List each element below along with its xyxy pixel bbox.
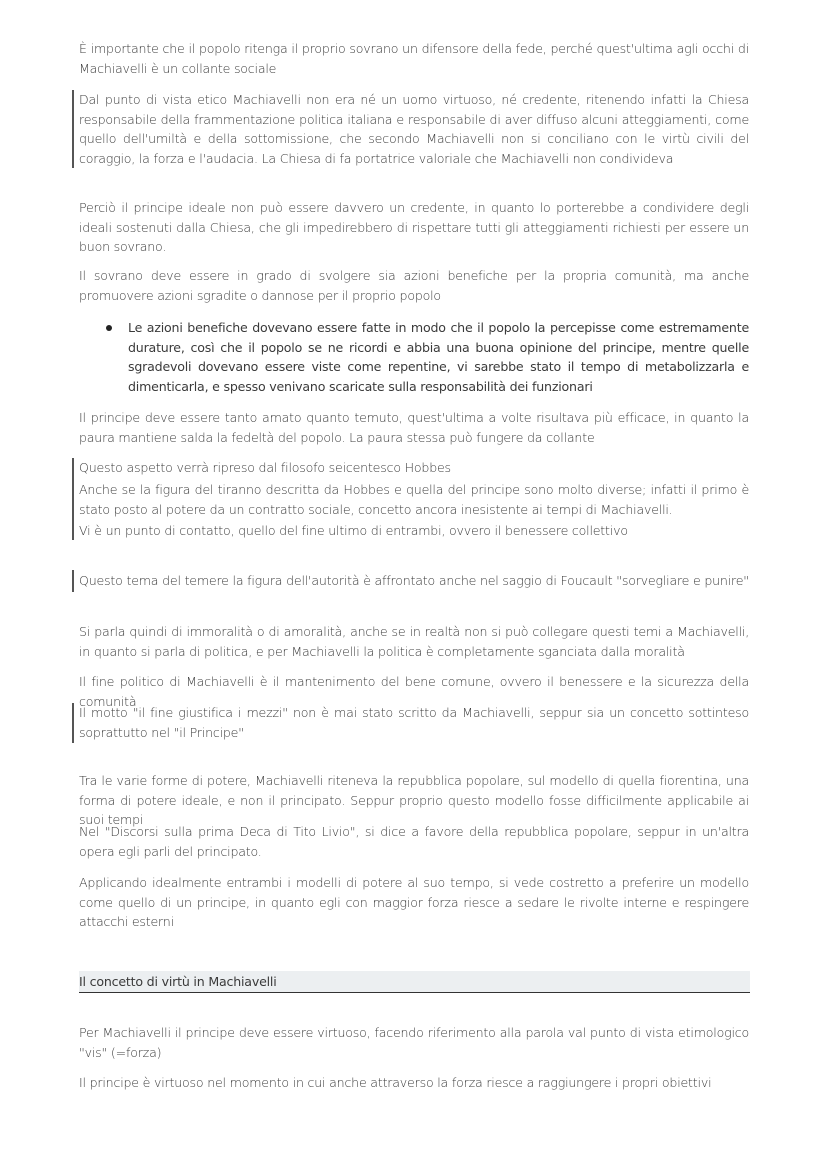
paragraph: Nel "Discorsi sulla prima Deca di Tito Livio", si dice a favore della repubblica popolare, seppur in un'altra opera egli parli del principato.: [79, 824, 749, 859]
paragraph: Il motto "il fine giustifica i mezzi" non è mai stato scritto da Machiavelli, seppur sia un concetto sottinteso soprattutto nel "il Principe": [79, 705, 749, 740]
paragraph: Perciò il principe ideale non può essere davvero un credente, in quanto lo porterebbe a condividere degli ideali sostenuti dalla Chiesa, che gli impedirebbero di rispettare tutti gli atteggiamenti richiesti per essere un buon sovrano.: [79, 200, 749, 255]
paragraph: Il principe è virtuoso nel momento in cui anche attraverso la forza riesce a raggiungere i propri obiettivi: [79, 1075, 712, 1090]
paragraph: Questo aspetto verrà ripreso dal filosofo seicentesco Hobbes: [79, 460, 451, 475]
paragraph: Il sovrano deve essere in grado di svolgere sia azioni benefiche per la propria comunità, ma anche promuovere azioni sgradite o dannose per il proprio popolo: [79, 268, 749, 303]
paragraph: Per Machiavelli il principe deve essere virtuoso, facendo riferimento alla parola val punto di vista etimologico "vis" (=forza): [79, 1025, 749, 1060]
paragraph: Tra le varie forme di potere, Machiavelli riteneva la repubblica popolare, sul modello di quella fiorentina, una forma di potere ideale, e non il principato. Seppur proprio questo modello fosse difficilmente applicabile ai suoi tempi: [79, 773, 749, 828]
list-item: [79, 318, 749, 396]
paragraph: Il fine politico di Machiavelli è il mantenimento del bene comune, ovvero il benessere e la sicurezza della comunità: [79, 674, 749, 709]
paragraph: Si parla quindi di immoralità o di amoralità, anche se in realtà non si può collegare questi temi a Machiavelli, in quanto si parla di politica, e per Machiavelli la politica è completamente sganciata dalla moralità: [79, 624, 749, 659]
quote-bar: [72, 90, 74, 168]
paragraph: È importante che il popolo ritenga il proprio sovrano un difensore della fede, perché quest'ultima agli occhi di Machiavelli è un collante sociale: [79, 41, 749, 76]
paragraph: Anche se la figura del tiranno descritta da Hobbes e quella del principe sono molto diverse; infatti il primo è stato posto al potere da un contratto sociale, concetto ancora inesistente ai tempi di Machiavelli.: [79, 482, 749, 517]
section-heading: Il concetto di virtù in Machiavelli: [79, 971, 750, 993]
paragraph: Vi è un punto di contatto, quello del fine ultimo di entrambi, ovvero il benessere collettivo: [79, 523, 628, 538]
list-item-text: Le azioni benefiche dovevano essere fatte in modo che il popolo la percepisse come estremamente durature, così che il popolo se ne ricordi e abbia una buona opinione del principe, mentre quelle sgradevoli dovevano essere viste come repentine, vi sarebbe stato il tempo di metabolizzarla e dimenticarla, e spesso venivano scaricate sulla responsabilità dei funzionari: [128, 320, 749, 394]
paragraph: Questo tema del temere la figura dell'autorità è affrontato anche nel saggio di Foucault "sorvegliare e punire": [79, 573, 749, 588]
quote-bar: [72, 570, 74, 592]
quote-bar: [72, 703, 74, 743]
bullet-list: [79, 318, 749, 396]
paragraph: Dal punto di vista etico Machiavelli non era né un uomo virtuoso, né credente, ritenendo infatti la Chiesa responsabile della frammentazione politica italiana e responsabile di aver diffuso alcuni atteggiamenti, come quello dell'umiltà e della sottomissione, che secondo Machiavelli non si conciliano con le virtù civili del coraggio, la forza e l'audacia. La Chiesa di fa portatrice valoriale che Machiavelli non condivideva: [79, 92, 749, 166]
quote-bar: [72, 458, 74, 540]
paragraph: Applicando idealmente entrambi i modelli di potere al suo tempo, si vede costretto a preferire un modello come quello di un principe, in quanto egli con maggior forza riesce a sedare le rivolte interne e respingere attacchi esterni: [79, 875, 749, 930]
bullet-icon: [106, 325, 112, 331]
paragraph: Il principe deve essere tanto amato quanto temuto, quest'ultima a volte risultava più efficace, in quanto la paura mantiene salda la fedeltà del popolo. La paura stessa può fungere da collante: [79, 410, 749, 445]
